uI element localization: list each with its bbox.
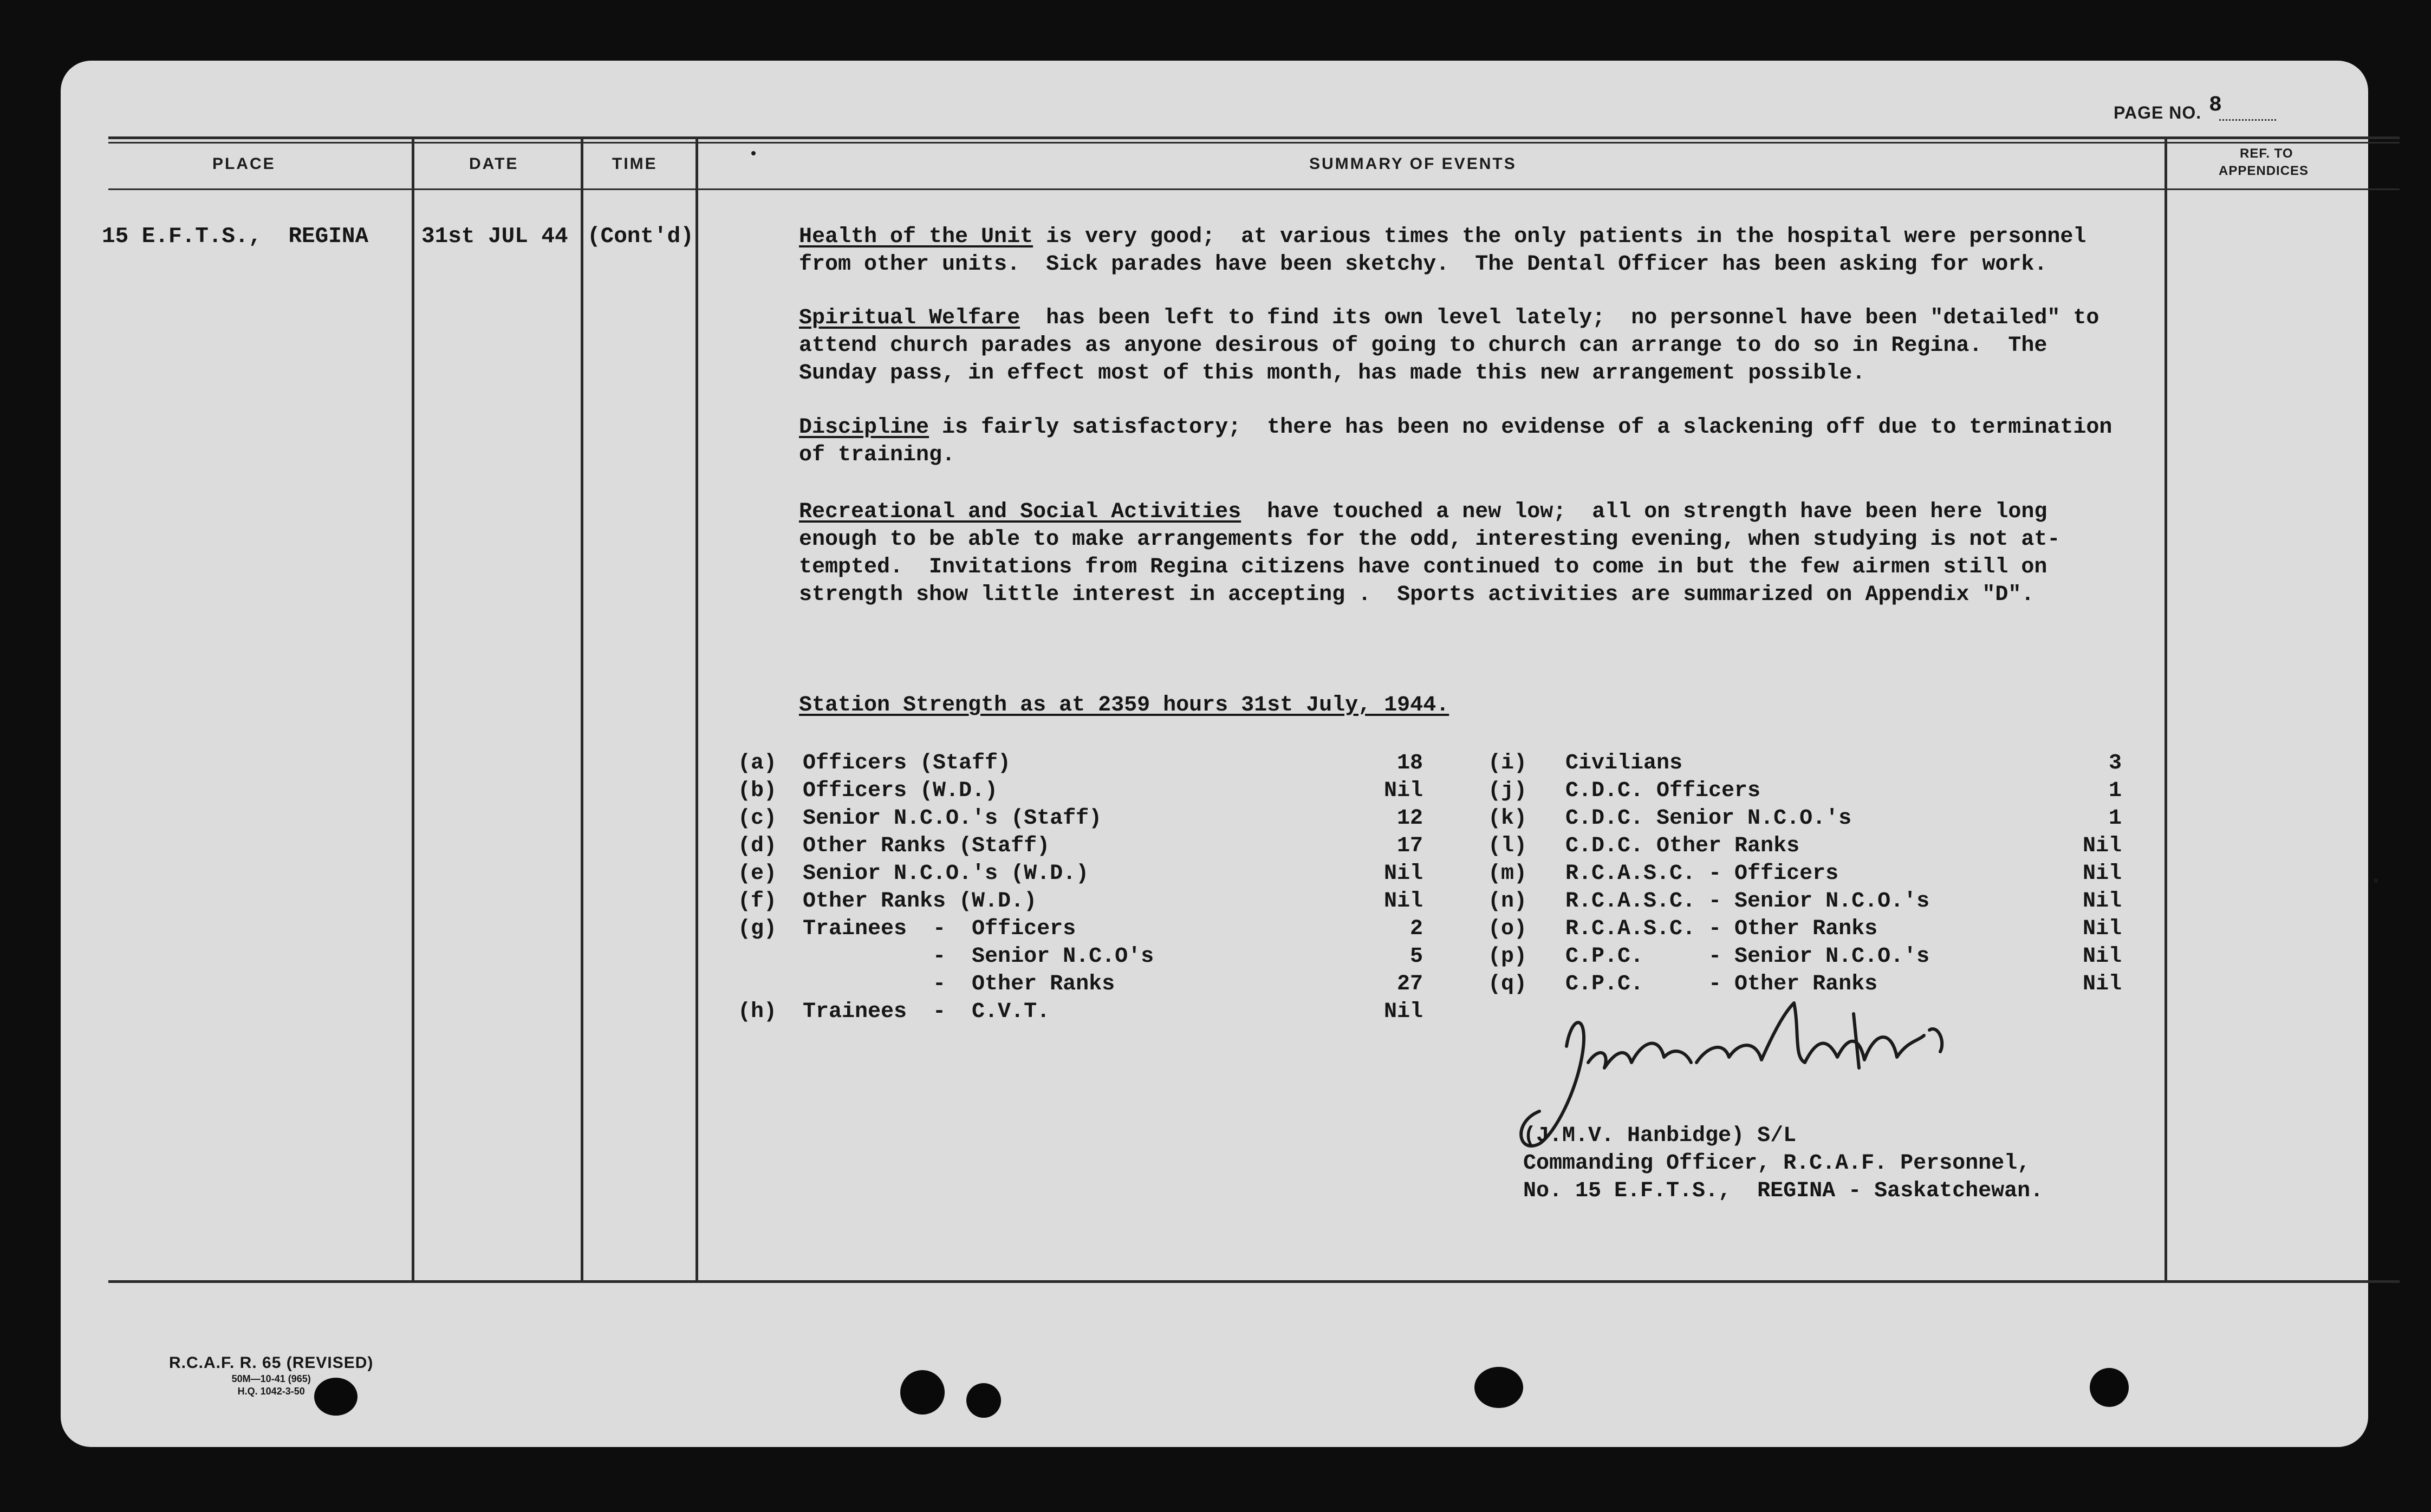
- heading-recreation: Recreational and Social Activities: [799, 500, 1242, 524]
- strength-value: Nil: [2082, 889, 2122, 914]
- form-hq-code: H.Q. 1042-3-50: [237, 1386, 305, 1397]
- strength-value: 1: [2108, 806, 2122, 831]
- punch-hole: [966, 1383, 1001, 1418]
- strength-label: C.P.C. - Other Ranks: [1565, 972, 1878, 996]
- strength-value: 12: [1396, 806, 1423, 831]
- strength-label: Officers (Staff): [803, 751, 1011, 775]
- strength-code: (m): [1488, 862, 1528, 886]
- strength-label: - Other Ranks: [803, 972, 1115, 996]
- strength-code: (p): [1488, 944, 1528, 969]
- ink-speck: [2374, 878, 2378, 883]
- header-date: DATE: [469, 155, 519, 173]
- heading-spiritual: Spiritual Welfare: [799, 306, 1020, 330]
- strength-label: R.C.A.S.C. - Senior N.C.O.'s: [1565, 889, 1930, 914]
- strength-label: C.D.C. Other Ranks: [1565, 834, 1800, 858]
- punch-hole: [900, 1370, 945, 1415]
- strength-code: (f): [738, 889, 777, 914]
- top-double-rule-2: [108, 142, 2400, 144]
- strength-value: Nil: [1383, 1000, 1423, 1024]
- strength-code: (g): [738, 917, 777, 941]
- punch-hole: [2090, 1368, 2129, 1407]
- strength-label: C.D.C. Officers: [1565, 779, 1761, 803]
- header-place: PLACE: [212, 155, 276, 173]
- paragraph-health: Health of the Unit is very good; at various times the only patients in the hospital were personnel from other units. Sick parades have been sketchy. The Dental Officer has been asking for work.: [799, 225, 2086, 277]
- signature-title: Commanding Officer, R.C.A.F. Personnel,: [1523, 1151, 2031, 1176]
- strength-label: C.D.C. Senior N.C.O.'s: [1565, 806, 1852, 831]
- strength-code: (b): [738, 779, 777, 803]
- col-sep-date: [581, 139, 583, 1282]
- strength-label: Other Ranks (Staff): [803, 834, 1050, 858]
- top-double-rule: [108, 136, 2400, 139]
- strength-label: C.P.C. - Senior N.C.O.'s: [1565, 944, 1930, 969]
- paragraph-recreation: Recreational and Social Activities have touched a new low; all on strength have been here long enough to be able to make arrangements for the odd, interesting evening, when studying is not at- tempted. Invitations from Regina citizens have continued to come in but the few airmen still on strength show little interest in accepting . Sports activities are summarized on Appendix "D".: [799, 500, 2060, 607]
- strength-code: (h): [738, 1000, 777, 1024]
- strength-value: 5: [1409, 944, 1423, 969]
- strength-value: 2: [1409, 917, 1423, 941]
- strength-title: Station Strength as at 2359 hours 31st July, 1944.: [799, 693, 1450, 718]
- strength-value: Nil: [1383, 862, 1423, 886]
- strength-label: - Senior N.C.O's: [803, 944, 1154, 969]
- signature-name: (J.M.V. Hanbidge) S/L: [1523, 1124, 1797, 1148]
- strength-value: 1: [2108, 779, 2122, 803]
- entry-time: (Cont'd): [587, 224, 694, 249]
- entry-place: 15 E.F.T.S., REGINA: [102, 224, 369, 249]
- strength-code: (j): [1488, 779, 1528, 803]
- strength-value: 18: [1396, 751, 1423, 775]
- strength-value: Nil: [2082, 944, 2122, 969]
- strength-label: Senior N.C.O.'s (Staff): [803, 806, 1102, 831]
- strength-value: Nil: [2082, 917, 2122, 941]
- strength-value: Nil: [2082, 834, 2122, 858]
- strength-value: Nil: [2082, 862, 2122, 886]
- header-ref-line2: APPENDICES: [2219, 164, 2309, 178]
- strength-code: (c): [738, 806, 777, 831]
- strength-value: 17: [1396, 834, 1423, 858]
- strength-label: Trainees - C.V.T.: [803, 1000, 1050, 1024]
- strength-label: Trainees - Officers: [803, 917, 1076, 941]
- strength-code: (l): [1488, 834, 1528, 858]
- strength-label: Other Ranks (W.D.): [803, 889, 1037, 914]
- header-bottom-rule: [108, 188, 2400, 190]
- strength-code: (o): [1488, 917, 1528, 941]
- strength-label: R.C.A.S.C. - Officers: [1565, 862, 1839, 886]
- strength-value: Nil: [1383, 779, 1423, 803]
- page-number-label: PAGE NO.: [2114, 103, 2202, 122]
- strength-value: 3: [2108, 751, 2122, 775]
- strength-label: R.C.A.S.C. - Other Ranks: [1565, 917, 1878, 941]
- punch-hole: [314, 1378, 358, 1416]
- strength-value: Nil: [1383, 889, 1423, 914]
- strength-code: (i): [1488, 751, 1528, 775]
- form-number: R.C.A.F. R. 65 (REVISED): [169, 1354, 374, 1372]
- entry-date: 31st JUL 44: [421, 224, 568, 249]
- strength-value: Nil: [2082, 972, 2122, 996]
- signature-unit: No. 15 E.F.T.S., REGINA - Saskatchewan.: [1523, 1179, 2044, 1203]
- punch-hole: [1474, 1367, 1523, 1408]
- paragraph-discipline: Discipline is fairly satisfactory; there has been no evidense of a slackening off due to termination of training.: [799, 415, 2112, 467]
- header-time: TIME: [612, 155, 658, 173]
- strength-code: (k): [1488, 806, 1528, 831]
- strength-code: (a): [738, 751, 777, 775]
- ink-speck: [751, 151, 756, 155]
- heading-health: Health of the Unit: [799, 225, 1034, 249]
- strength-code: (e): [738, 862, 777, 886]
- strength-value: 27: [1396, 972, 1423, 996]
- form-print-code: 50M—10-41 (965): [231, 1373, 311, 1384]
- col-sep-time: [696, 139, 698, 1282]
- paragraph-spiritual: Spiritual Welfare has been left to find its own level lately; no personnel have been "detailed" to attend church parades as anyone desirous of going to church can arrange to do so in Regina. The Sunday pass, in effect most of this month, has made this new arrangement possible.: [799, 306, 2100, 386]
- header-ref-line1: REF. TO: [2240, 146, 2293, 161]
- strength-code: (d): [738, 834, 777, 858]
- strength-code: (q): [1488, 972, 1528, 996]
- strength-code: (n): [1488, 889, 1528, 914]
- strength-label: Senior N.C.O.'s (W.D.): [803, 862, 1089, 886]
- signature-block: [1523, 1122, 2043, 1205]
- bottom-rule: [108, 1280, 2400, 1283]
- strength-label: Civilians: [1565, 751, 1683, 775]
- heading-discipline: Discipline: [799, 415, 929, 440]
- col-sep-place: [412, 139, 414, 1282]
- page-number-underline: [2219, 119, 2276, 121]
- strength-label: Officers (W.D.): [803, 779, 998, 803]
- page-number: 8: [2209, 93, 2222, 118]
- header-summary: SUMMARY OF EVENTS: [1309, 155, 1517, 173]
- diary-page: [61, 61, 2368, 1447]
